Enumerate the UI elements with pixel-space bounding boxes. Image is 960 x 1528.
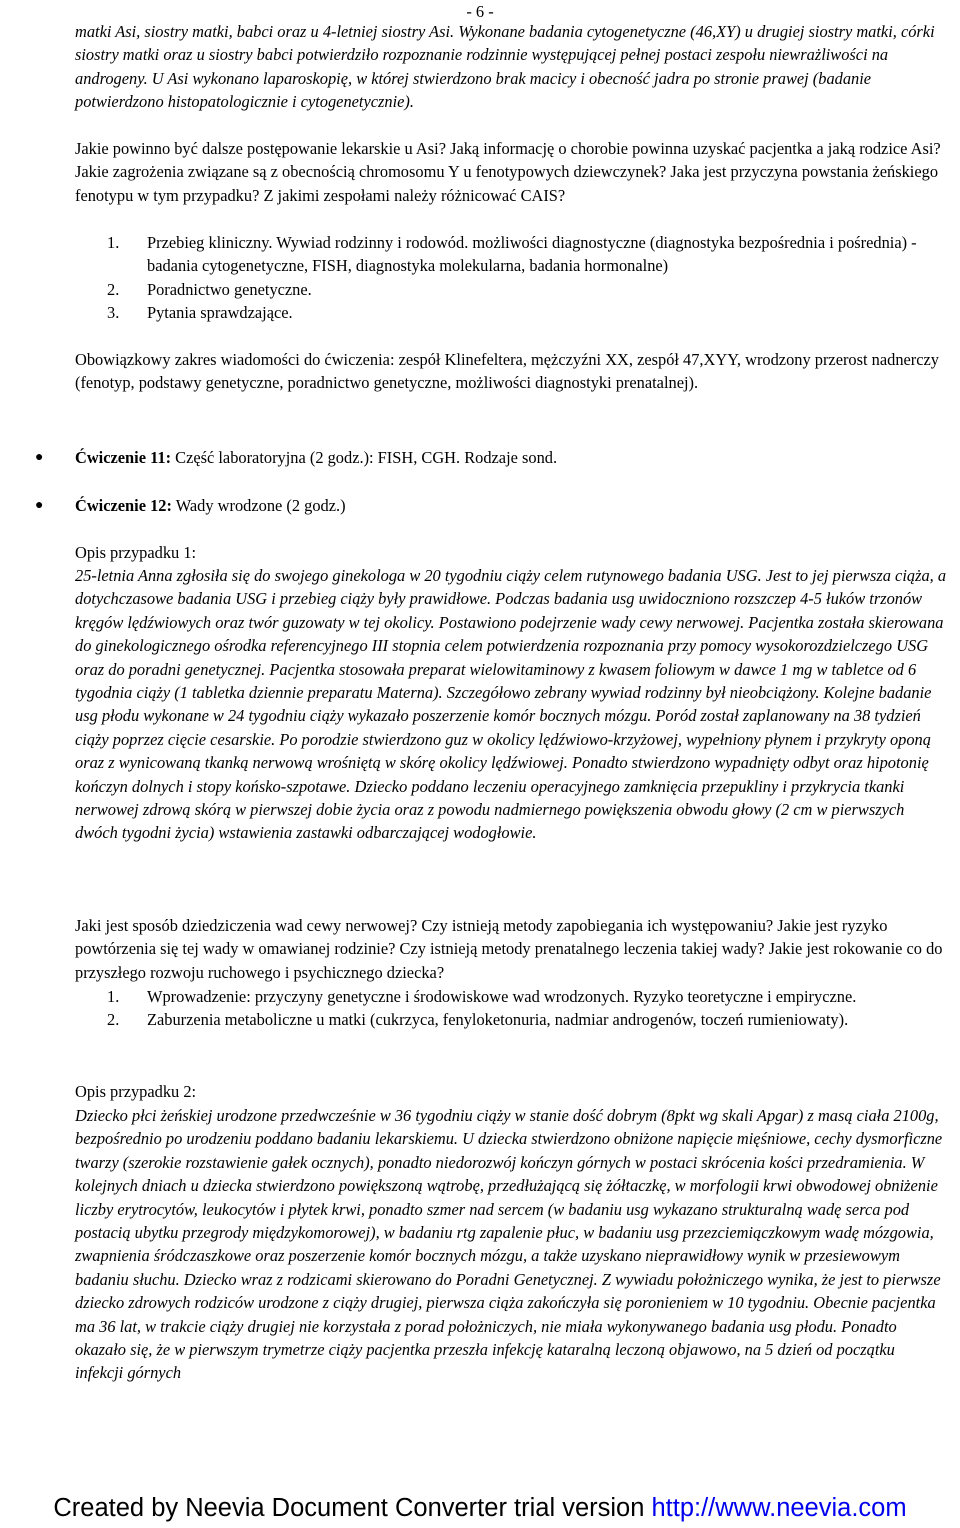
questions-paragraph-1: Jakie powinno być dalsze postępowanie lekarskie u Asi? Jaką informację o chorobie powinna uzyskać pacjentka a jaką rodzice Asi? Jakie zagrożenia związane są z obecnością chromosomu Y u fenotypowych dziewczynek? Jaka jest przyczyna powstania żeńskiego fenotypu w tym przypadku? Z jakimi zespołami należy różnicować CAIS? (75, 139, 941, 205)
case-2-description: Dziecko płci żeńskiej urodzone przedwcześnie w 36 tygodniu ciąży w stanie dość dobrym (8pkt wg skali Apgar) z masą ciała 2100g, bezpośrednio po urodzeniu poddano badaniu lekarskiemu. U dziecka stwierdzono obniżone napięcie mięśniowe, cechy dysmorficzne twarzy (szerokie rozstawienie gałek ocznych), ponadto niedorozwój kończyn górnych w postaci skrócenia kości przedramienia. W kolejnych dniach u dziecka stwierdzono powiększoną wątrobę, przedłużającą się żółtaczkę, w morfologii krwi obwodowej obniżenie liczby erytrocytów, leukocytów i płytek krwi, ponadto szmer nad sercem (w badaniu usg wykazano strukturalną wadę serca pod postacią ubytku przegrody międzykomorowej), w badaniu rtg zapalenie płuc, w badaniu usg przezciemiączkowym wadę mózgowia, zwapnienia śródczaszkowe oraz poszerzenie komór bocznych mózgu, a także uzyskano nieprawidłowy wynik w przesiewowym badaniu słuchu. Dziecko wraz z rodzicami skierowano do Poradni Genetycznej. Z wywiadu położniczego wynika, że jest to pierwsze dziecko zdrowych rodziców urodzone z ciąży drugiej, pierwsza ciąża zakończyła się poronieniem w 10 tygodniu. Obecnie pacjentka ma 36 lat, w trakcie ciąży drugiej nie korzystała z porad położniczych, nie miała wykonywanego badania usg płodu. Ponadto okazało się, że w pierwszym trymetrze ciąży pacjentka przeszła infekcję kataralną leczoną objawowo, na 5 dzień od początku infekcji górnych (75, 1106, 943, 1383)
questions-paragraph-2: Jaki jest sposób dziedziczenia wad cewy nerwowej? Czy istnieją metody zapobiegania ich występowaniu? Jakie jest ryzyko powtórzenia się tej wady w omawianej rodzinie? Czy istnieją metody prenatalnego leczenia takiej wady? Jakie jest rokowanie co do przyszłego rozwoju ruchowego i psychicznego dziecka? (75, 916, 943, 982)
list-item (75, 1008, 947, 1031)
watermark-link[interactable]: http://www.neevia.com (651, 1494, 907, 1522)
list-item-text: Poradnictwo genetyczne. (147, 279, 312, 299)
list-item-text: Pytania sprawdzające. (147, 303, 293, 323)
list-item-number: 1. (107, 233, 120, 252)
case-continuation-paragraph: matki Asi, siostry matki, babci oraz u 4-letniej siostry Asi. Wykonane badania cytogenetyczne (46,XY) u drugiej siostry matki, córki siostry matki oraz u siostry babci potwierdziło rozpoznanie rodzinnie występującej pełnej postaci zespołu niewrażliwości na androgeny. U Asi wykonano laparoskopię, w której stwierdzono brak macicy i obecność jadra po stronie prawej (badanie potwierdzono histopatologicznie i cytogenetycznie). (75, 22, 935, 112)
list-item (75, 985, 947, 1008)
list-item-text: Wprowadzenie: przyczyny genetyczne i środowiskowe wad wrodzonych. Ryzyko teoretyczne i empiryczne. (147, 987, 857, 1006)
converter-watermark (0, 1492, 960, 1524)
list-item (75, 278, 947, 301)
list-item-number: 2. (107, 1010, 120, 1030)
exercise-description: Część laboratoryjna (2 godz.): FISH, CGH. Rodzaje sond. (171, 448, 558, 467)
case-1-description: 25-letnia Anna zgłosiła się do swojego ginekologa w 20 tygodniu ciąży celem rutynowego badania USG. Jest to jej pierwsza ciąża, a dotychczasowe badania USG i przebieg ciąży były prawidłowe. Podczas badania usg uwidoczniono rozszczep 4-5 łuków trzonów kręgów lędźwiowych oraz twór guzowaty w tej okolicy. Postawiono podejrzenie wady cewy nerwowej. Pacjentka została skierowana do ginekologicznego ośrodka referencyjnego III stopnia celem potwierdzenia rozpoznania przy pomocy wysokorozdzielczego USG oraz do poradni genetycznej. Pacjentka stosowała preparat wielowitaminowy z kwasem foliowym w dawce 1 mg w tabletce od 6 tygodnia ciąży (1 tabletka dziennie preparatu Materna). Szczegółowo zebrany wywiad rodzinny był nieobciążony. Kolejne badanie usg płodu wykonane w 24 tygodniu ciąży wykazało poszerzenie komór bocznych mózgu. Poród został zaplanowany na 38 tydzień ciąży poprzez cięcie cesarskie. Po porodzie stwierdzono guz w okolicy lędźwiowo-krzyżowej, wypełniony płynem i przykryty oponą oraz z wynicowaną tkanką nerwową wrośniętą w skórę okolicy lędźwiowej. Ponadto stwierdzono wypadnięty odbyt oraz hipotonię kończyn dolnych i stopy końsko-szpotawe. Dziecko poddano leczeniu operacyjnego zamknięcia przepukliny i przykrycia tkanki nerwowej zdrową skórą w pierwszej dobie życia oraz z powodu nadmiernego powiększenia obwodu głowy (2 cm w pierwszych dwóch tygodni życia) wstawienia zastawki odbarczającej wodogłowie. (75, 566, 947, 843)
bullet-icon: ● (35, 450, 44, 465)
list-item (75, 301, 947, 324)
list-item-number: 2. (107, 279, 120, 299)
list-item-text: Zaburzenia metaboliczne u matki (cukrzyca, fenyloketonuria, nadmiar androgenów, toczeń rumieniowaty). (147, 1010, 849, 1030)
exercise-label: Ćwiczenie 12: (75, 496, 172, 515)
page-number: - 6 - (466, 2, 494, 21)
numbered-list-1 (75, 231, 947, 325)
exercise-description: Wady wrodzone (2 godz.) (171, 496, 346, 515)
bullet-icon: ● (35, 498, 44, 513)
numbered-list-2 (75, 985, 947, 1032)
list-item-text: Przebieg kliniczny. Wywiad rodzinny i rodowód. możliwości diagnostyczne (diagnostyka bezpośrednia i pośrednia) - badania cytogenetyczne, FISH, diagnostyka molekularna, badania hormonalne) (147, 233, 917, 276)
required-knowledge-paragraph: Obowiązkowy zakres wiadomości do ćwiczenia: zespół Klinefeltera, mężczyźni XX, zespół 47,XYY, wrodzony przerost nadnerczy (fenotyp, podstawy genetyczne, poradnictwo genetyczne, możliwości diagnostyki prenatalnej). (75, 350, 939, 393)
list-item-number: 1. (107, 987, 120, 1006)
list-item-number: 3. (107, 303, 120, 323)
list-item (75, 231, 947, 278)
exercise-label: Ćwiczenie 11: (75, 448, 172, 467)
case-1-heading: Opis przypadku 1: (75, 543, 197, 562)
watermark-text: Created by Neevia Document Converter trial version (53, 1494, 652, 1522)
case-2-heading: Opis przypadku 2: (75, 1082, 197, 1101)
